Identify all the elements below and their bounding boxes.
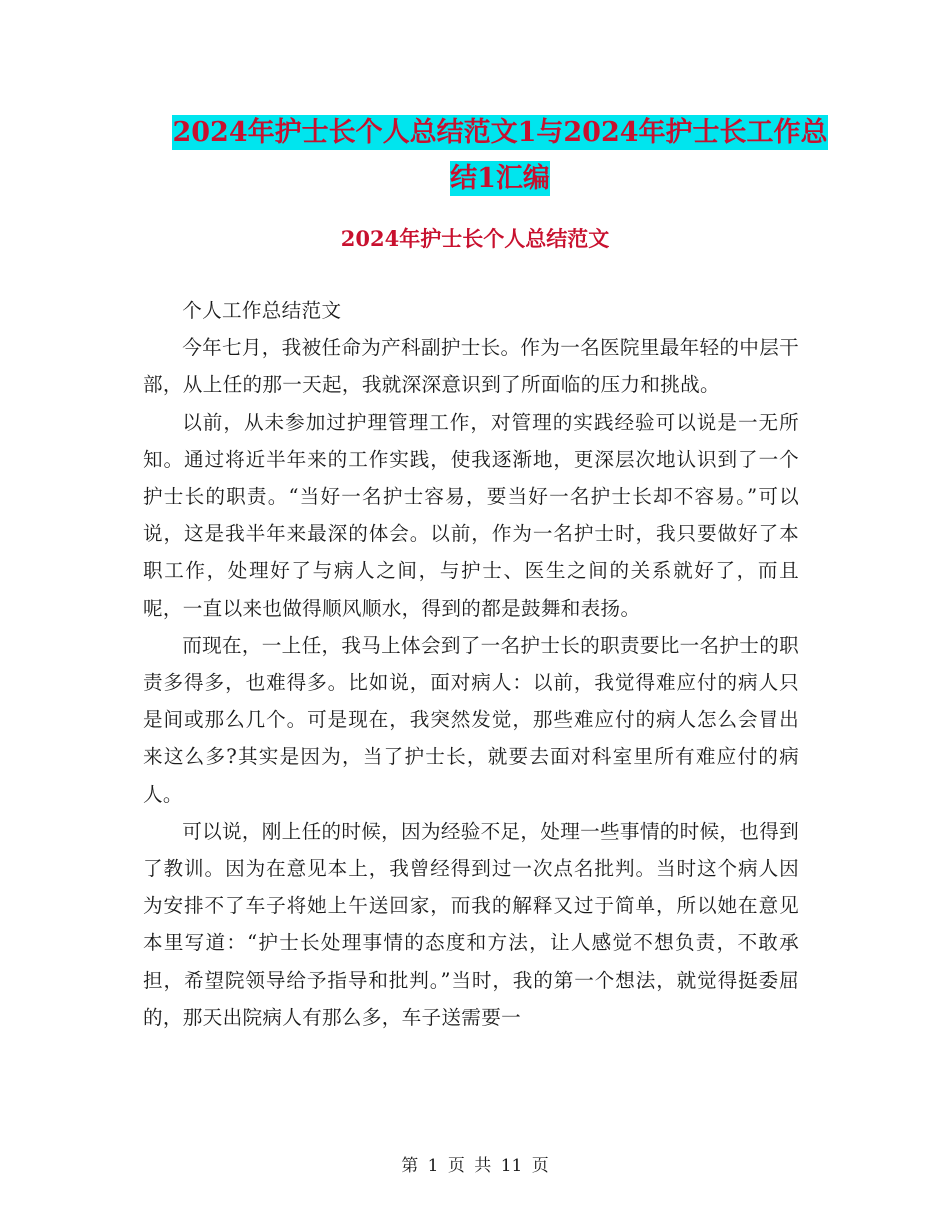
paragraph: 可以说，刚上任的时候，因为经验不足，处理一些事情的时候，也得到了教训。因为在意见本上，我曾经得到过一次点名批判。当时这个病人因为安排不了车子将她上午送回家，而我的解释又过于简单，所以她在意见本里写道：“护士长处理事情的态度和方法，让人感觉不想负责，不敢承担，希望院领导给予指导和批判。”当时，我的第一个想法，就觉得挺委屈的，那天出院病人有那么多，车子送需要一 xyxy=(143,819,799,1029)
body-text xyxy=(143,292,799,1036)
paragraph: 今年七月，我被任命为产科副护士长。作为一名医院里最年轻的中层干部，从上任的那一天起，我就深深意识到了所面临的压力和挑战。 xyxy=(143,336,799,397)
title-line-1: 2024年护士长个人总结范文1与2024年护士长工作总 xyxy=(172,117,828,148)
page-footer: 第 1 页 共 11 页 xyxy=(401,1156,549,1176)
section-title: 2024年护士长个人总结范文 xyxy=(340,226,610,251)
paragraph: 个人工作总结范文 xyxy=(182,299,342,322)
document-title xyxy=(140,110,860,202)
paragraph: 而现在，一上任，我马上体会到了一名护士长的职责要比一名护士的职责多得多，也难得多。比如说，面对病人：以前，我觉得难应付的病人只是间或那么几个。可是现在，我突然发觉，那些难应付的病人怎么会冒出来这么多?其实是因为，当了护士长，就要去面对科室里所有难应付的病人。 xyxy=(143,633,799,806)
paragraph: 以前，从未参加过护理管理工作，对管理的实践经验可以说是一无所知。通过将近半年来的工作实践，使我逐渐地，更深层次地认识到了一个护士长的职责。“当好一名护士容易，要当好一名护士长却不容易。”可以说，这是我半年来最深的体会。以前，作为一名护士时，我只要做好了本职工作，处理好了与病人之间，与护士、医生之间的关系就好了，而且呢，一直以来也做得顺风顺水，得到的都是鼓舞和表扬。 xyxy=(143,410,799,620)
title-line-2: 结1汇编 xyxy=(450,163,550,194)
